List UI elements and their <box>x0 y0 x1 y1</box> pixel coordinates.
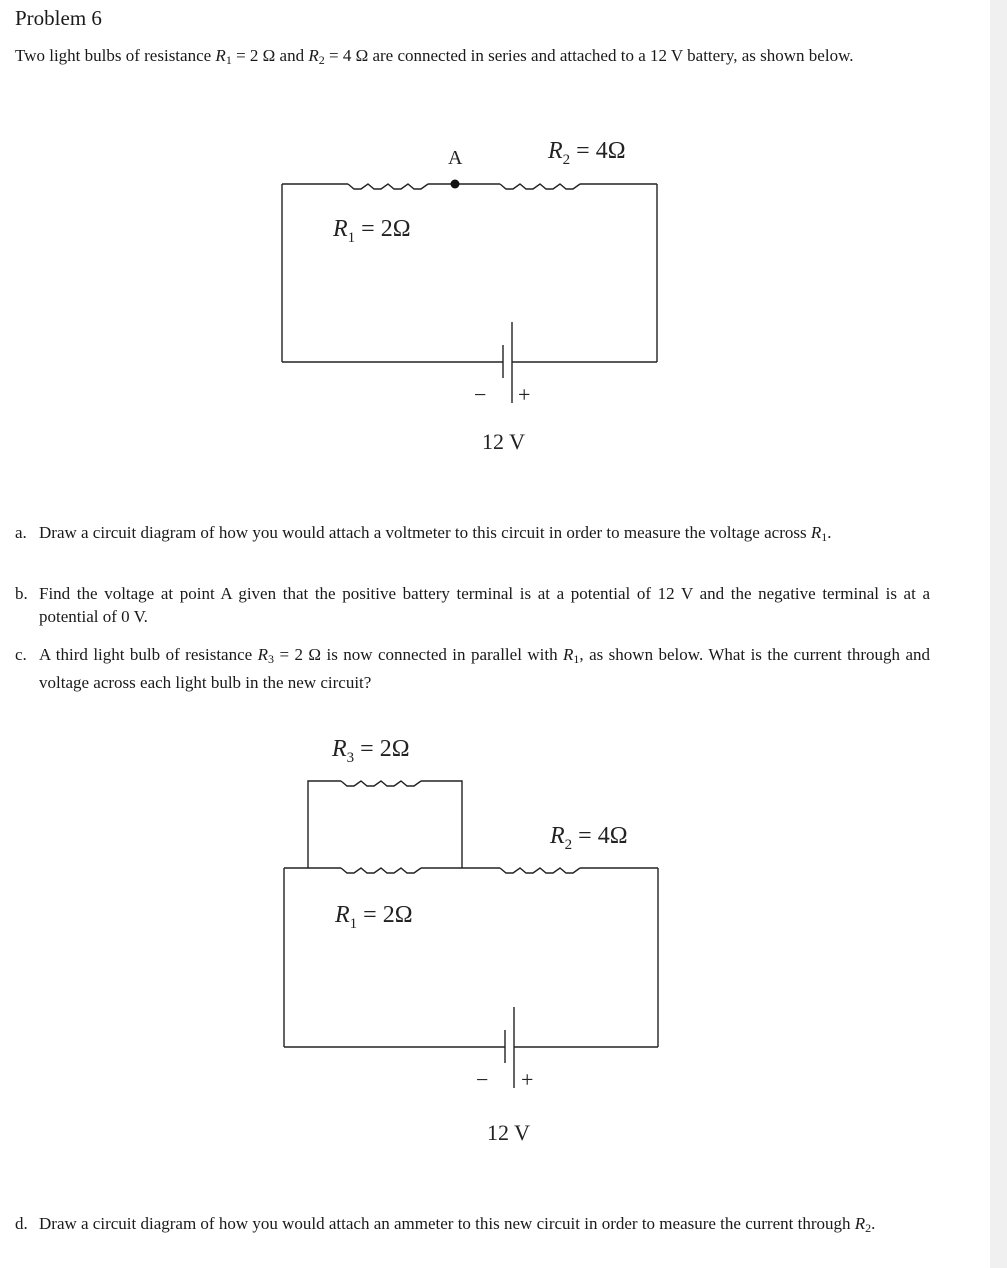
c2-voltage-label: 12 V <box>487 1120 530 1145</box>
c2-r3-branch-right <box>421 781 462 868</box>
c2-resistor-r1 <box>341 868 421 873</box>
c2-r3-label: $R_3 = 2\Omega$ <box>332 736 410 766</box>
c2-resistor-r3 <box>341 781 421 786</box>
question-a: a. Draw a circuit diagram of how you would attach a voltmeter to this circuit in order to measure the voltage across $R_1$. <box>15 523 832 544</box>
c1-point-a-label: A <box>448 147 463 169</box>
c1-voltage-label: 12 V <box>482 429 525 454</box>
series-circuit-diagram <box>0 0 1007 480</box>
question-b: b. Find the voltage at point A given that the positive battery terminal is at a potential of 12 V and the negative terminal is at a potential of 0 V. <box>15 584 930 626</box>
c2-resistor-r2 <box>500 868 580 873</box>
intro-paragraph: Two light bulbs of resistance $R_1 = 2$ Ω and $R_2 = 4$ Ω are connected in series and attached to a 12 V battery, as shown below. <box>15 46 854 67</box>
c1-resistor-r2 <box>500 184 580 189</box>
c1-resistor-r1 <box>348 184 428 189</box>
c1-r1-label: $R_1 = 2\Omega$ <box>333 216 411 246</box>
c2-r1-label: $R_1 = 2\Omega$ <box>335 902 413 932</box>
c1-node-a <box>451 180 460 189</box>
c2-r2-label: $R_2 = 4\Omega$ <box>550 823 628 853</box>
problem-title: Problem 6 <box>15 6 102 30</box>
question-c: c. A third light bulb of resistance $R_3 = 2$ Ω is now connected in parallel with $R_1$, as shown below. What is the current through and voltage across each light bulb in the new circuit? <box>15 645 930 692</box>
c2-r3-branch-left <box>308 781 341 868</box>
c2-minus-label: − <box>476 1067 489 1092</box>
question-d: d. Draw a circuit diagram of how you would attach an ammeter to this new circuit in order to measure the current through $R_2$. <box>15 1214 876 1235</box>
c1-plus-label: + <box>518 382 531 407</box>
c1-minus-label: − <box>474 382 487 407</box>
c2-plus-label: + <box>521 1067 534 1092</box>
c1-r2-label: $R_2 = 4\Omega$ <box>548 138 626 168</box>
